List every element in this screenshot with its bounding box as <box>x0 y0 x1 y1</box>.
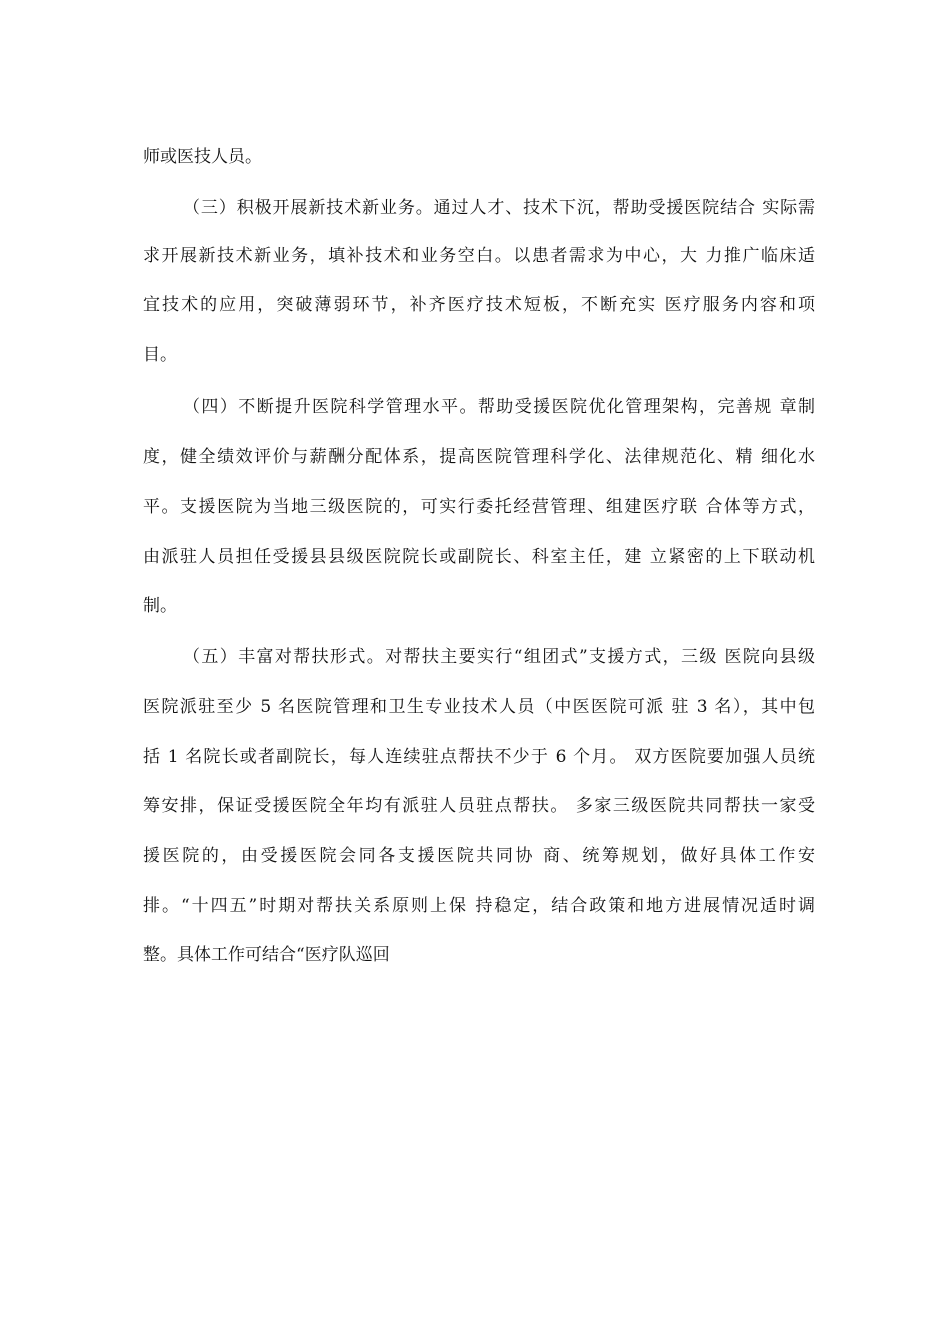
paragraph-line: 筹安排，保证受援医院全年均有派驻人员驻点帮扶。 多家三级医院共同帮扶一家受 <box>143 796 815 816</box>
paragraph-line: 括 1 名院长或者副院长，每人连续驻点帮扶不少于 6 个月。 双方医院要加强人员统 <box>143 747 815 767</box>
paragraph-line: 排。“十四五”时期对帮扶关系原则上保 持稳定，结合政策和地方进展情况适时调 <box>143 896 815 916</box>
paragraph-line: 宜技术的应用，突破薄弱环节，补齐医疗技术短板，不断充实 医疗服务内容和项 <box>143 295 815 315</box>
paragraph-line: 师或医技人员。 <box>143 147 262 167</box>
paragraph-line: 求开展新技术新业务，填补技术和业务空白。以患者需求为中心，大 力推广临床适 <box>143 246 815 266</box>
paragraph-line: 平。支援医院为当地三级医院的，可实行委托经营管理、组建医疗联 合体等方式， <box>143 497 815 517</box>
paragraph-line: 目。 <box>143 345 177 365</box>
paragraph-line: 由派驻人员担任受援县县级医院院长或副院长、科室主任，建 立紧密的上下联动机 <box>143 547 815 567</box>
paragraph-line: 制。 <box>143 596 177 616</box>
paragraph-line: 医院派驻至少 5 名医院管理和卫生专业技术人员（中医医院可派 驻 3 名），其中包 <box>143 697 815 717</box>
paragraph-line: 整。具体工作可结合“医疗队巡回 <box>143 945 390 965</box>
paragraph-line: 度，健全绩效评价与薪酬分配体系，提高医院管理科学化、法律规范化、精 细化水 <box>143 447 815 467</box>
paragraph-line: （五）丰富对帮扶形式。对帮扶主要实行“组团式”支援方式，三级 医院向县级 <box>183 647 815 667</box>
paragraph-line: （三）积极开展新技术新业务。通过人才、技术下沉，帮助受援医院结合 实际需 <box>183 198 815 218</box>
paragraph-line: （四）不断提升医院科学管理水平。帮助受援医院优化管理架构，完善规 章制 <box>183 397 815 417</box>
paragraph-line: 援医院的，由受援医院会同各支援医院共同协 商、统筹规划，做好具体工作安 <box>143 846 815 866</box>
